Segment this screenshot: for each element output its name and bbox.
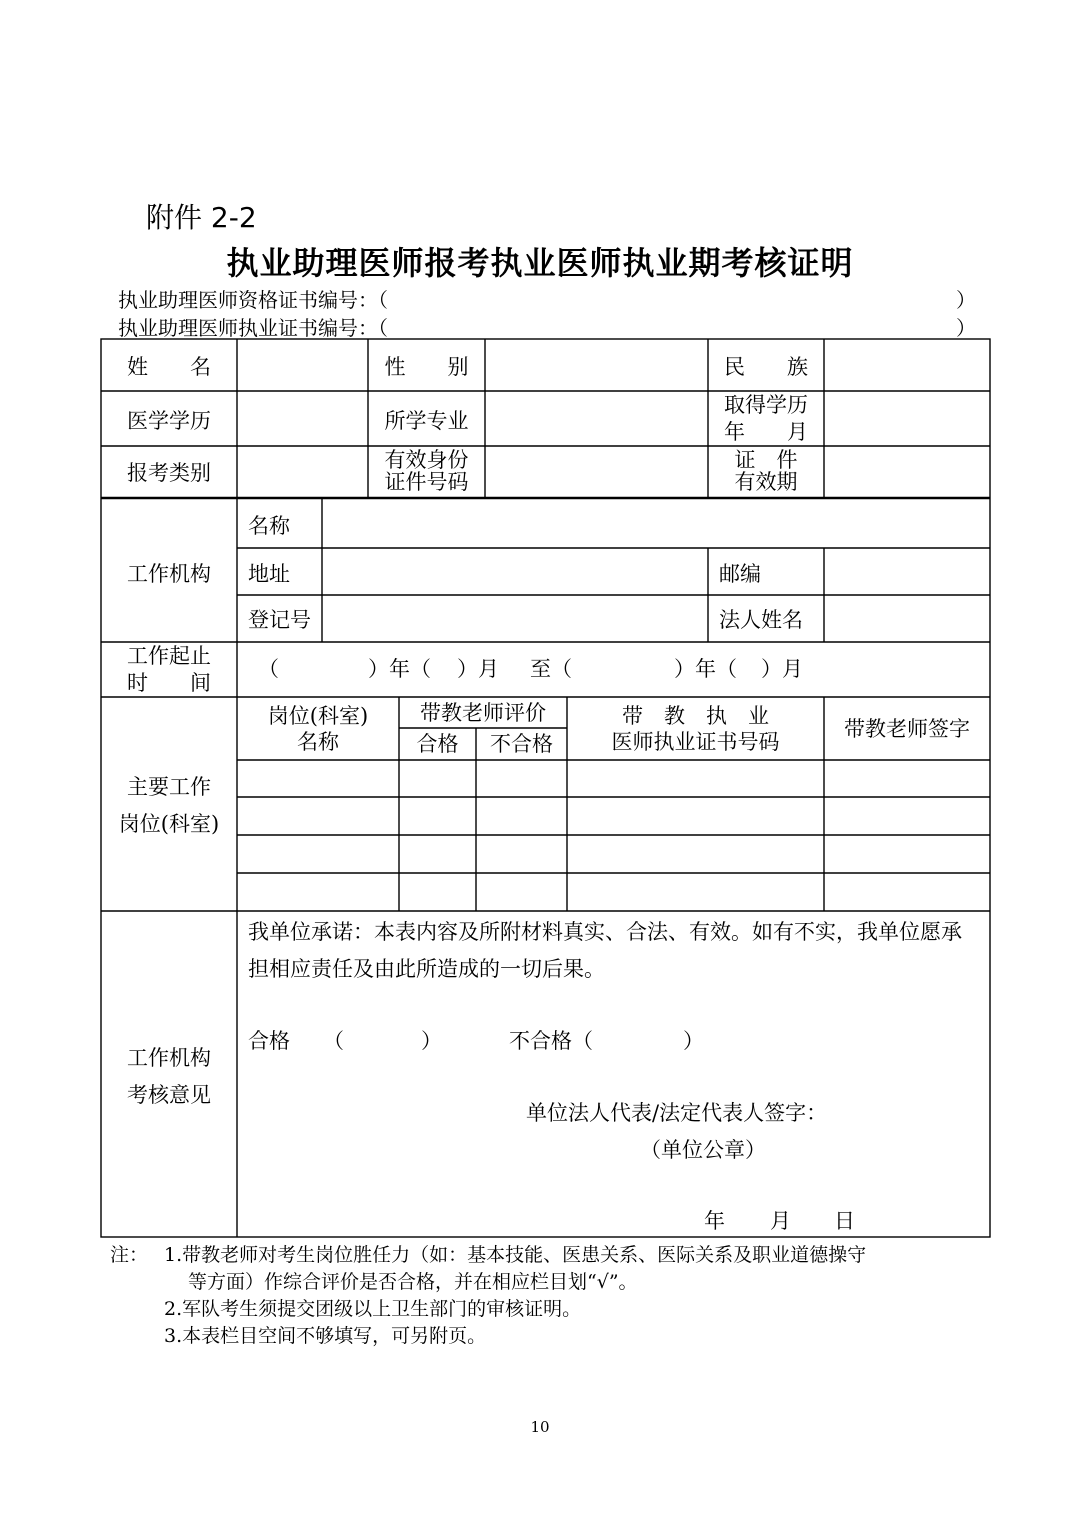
major-label: 所学专业 <box>384 409 469 433</box>
ethnicity-label: 民 族 <box>724 355 808 379</box>
notes-label: 注： <box>110 1244 149 1266</box>
option-pass-close-paren: ） <box>421 1029 442 1053</box>
org-name-label: 名称 <box>248 514 290 538</box>
org-address-label: 地址 <box>248 562 290 586</box>
note-1-line-1: 1.带教老师对考生岗位胜任力（如：基本技能、医患关系、医际关系及职业道德操守 <box>164 1244 867 1266</box>
fail-column-header: 不合格 <box>490 732 553 756</box>
option-pass-label: 合格 <box>248 1029 290 1053</box>
promise-text-line-2: 担相应责任及由此所造成的一切后果。 <box>248 957 605 981</box>
id-number-label-2: 证件号码 <box>384 470 469 494</box>
date-month-label: 月 <box>770 1209 791 1233</box>
education-label: 医学学历 <box>127 409 211 433</box>
main-post-label-2: 岗位(科室) <box>118 812 220 836</box>
opinion-label-1: 工作机构 <box>127 1046 211 1070</box>
period-open-paren: （ <box>258 657 279 681</box>
period-month-to: ）月 <box>761 657 803 681</box>
id-number-label-1: 有效身份 <box>384 448 469 472</box>
period-to: 至（ <box>530 657 572 681</box>
qualification-cert-number-label: 执业助理医师资格证书编号：（ <box>118 288 388 312</box>
opinion-label-2: 考核意见 <box>127 1083 211 1107</box>
org-postcode-label: 邮编 <box>719 562 761 586</box>
qualification-cert-close-paren: ） <box>956 288 976 312</box>
period-year-from: ）年（ <box>368 657 431 681</box>
teacher-cert-header-2: 医师执业证书号码 <box>611 730 780 754</box>
teacher-cert-header-1: 带 教 执 业 <box>622 704 769 728</box>
note-3: 3.本表栏目空间不够填写，可另附页。 <box>164 1325 487 1347</box>
name-label: 姓 名 <box>127 355 211 379</box>
work-period-label-1: 工作起止 <box>127 644 211 668</box>
post-name-header-2: 名称 <box>297 730 339 754</box>
exam-type-label: 报考类别 <box>127 461 211 485</box>
form-title: 执业助理医师报考执业医师执业期考核证明 <box>226 244 854 282</box>
degree-date-label-1: 取得学历 <box>724 393 808 417</box>
teacher-evaluation-header: 带教老师评价 <box>420 701 546 725</box>
degree-date-label-2: 年 月 <box>724 420 808 444</box>
org-legal-person-label: 法人姓名 <box>719 608 803 632</box>
pass-column-header: 合格 <box>416 732 459 756</box>
practice-cert-close-paren: ） <box>956 316 976 340</box>
unit-seal-label: （单位公章） <box>640 1138 766 1162</box>
option-fail-close-paren: ） <box>683 1029 704 1053</box>
gender-label: 性 别 <box>384 355 469 379</box>
option-pass-open-paren: （ <box>323 1029 344 1053</box>
attachment-label: 附件 2-2 <box>146 201 257 234</box>
promise-text-line-1: 我单位承诺：本表内容及所附材料真实、合法、有效。如有不实，我单位愿承 <box>248 920 962 944</box>
page-number: 10 <box>530 1418 550 1436</box>
note-2: 2.军队考生须提交团级以上卫生部门的审核证明。 <box>164 1298 582 1320</box>
period-year-to: ）年（ <box>674 657 737 681</box>
legal-representative-signature-label: 单位法人代表/法定代表人签字： <box>526 1101 828 1125</box>
date-day-label: 日 <box>834 1209 855 1233</box>
work-period-label-2: 时 间 <box>127 671 211 695</box>
org-registration-label: 登记号 <box>248 608 311 632</box>
period-month-from: ）月 <box>457 657 499 681</box>
note-1-line-2: 等方面）作综合评价是否合格，并在相应栏目划“√”。 <box>188 1271 638 1293</box>
work-organization-label: 工作机构 <box>127 562 211 586</box>
teacher-signature-header: 带教老师签字 <box>844 717 970 741</box>
option-fail-label: 不合格（ <box>509 1029 593 1053</box>
main-post-label-1: 主要工作 <box>127 775 211 799</box>
practice-cert-number-label: 执业助理医师执业证书编号：（ <box>118 316 388 340</box>
post-name-header-1: 岗位(科室) <box>267 704 369 728</box>
id-validity-label-2: 有效期 <box>734 470 798 494</box>
date-year-label: 年 <box>704 1209 725 1233</box>
id-validity-label-1: 证 件 <box>734 448 798 472</box>
